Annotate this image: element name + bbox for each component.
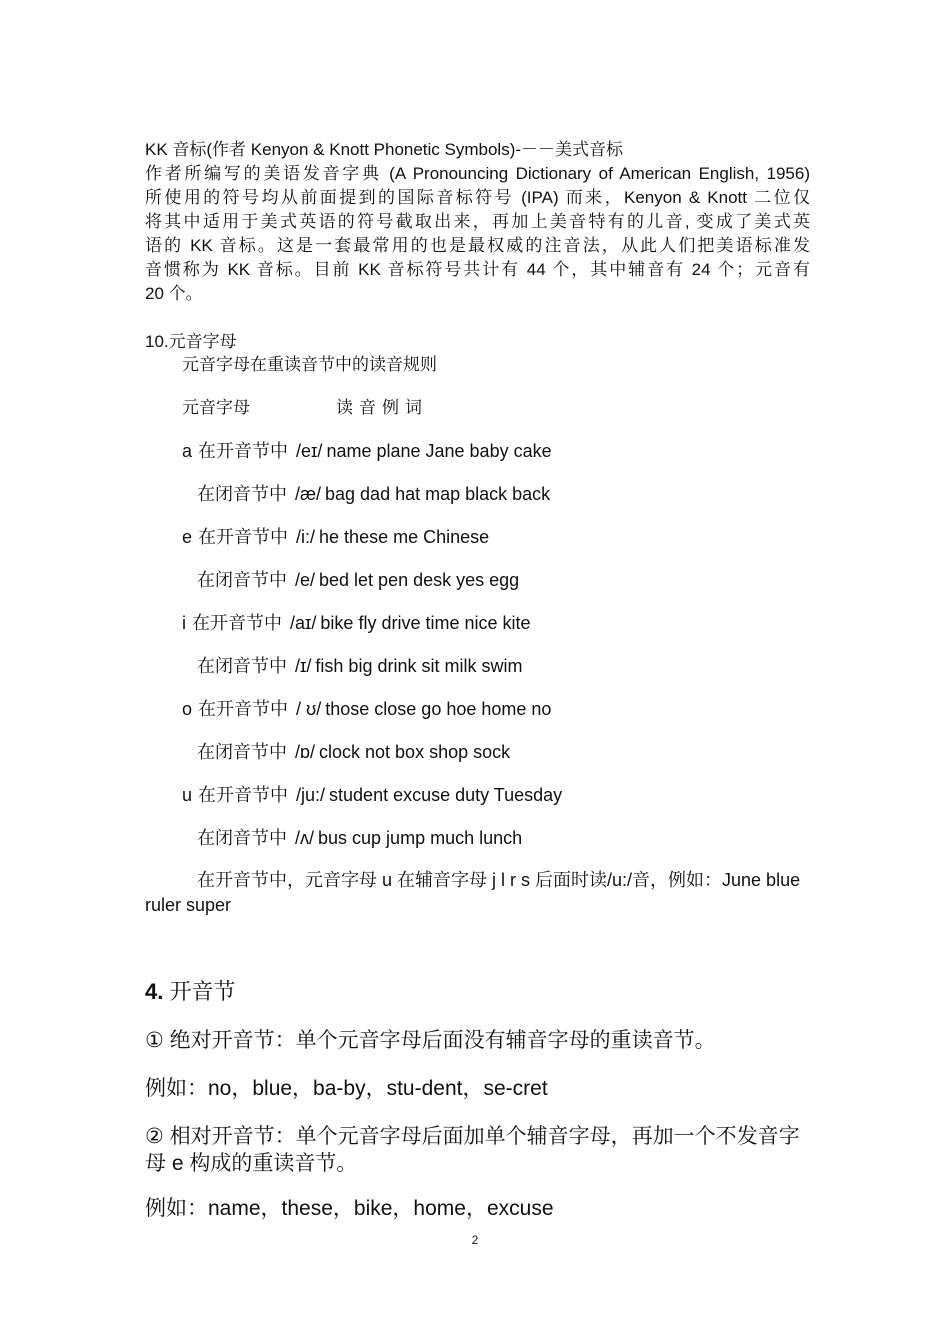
rule-row — [197, 568, 519, 592]
kk-paragraph-line: 语的 KK 音标。这是一套最常用的也是最权威的注音法，从此人们把美语标准发 — [145, 236, 810, 255]
vowel-letter: i — [182, 613, 186, 633]
ipa-symbol: /i:/ — [296, 527, 316, 547]
syllable-type: 在闭音节中 — [197, 484, 287, 504]
vowel-letter: e — [182, 527, 193, 547]
example-words: he these me Chinese — [319, 527, 490, 547]
rule-row — [182, 697, 551, 721]
ipa-symbol: /æ/ — [295, 484, 322, 504]
absolute-open-syllable-examples: 例如：no，blue，ba-by，stu-dent，se-cret — [145, 1077, 548, 1100]
example-words: those close go hoe home no — [325, 699, 552, 719]
syllable-type: 在闭音节中 — [197, 742, 287, 762]
kk-paragraph-line: 作者所编写的美语发音字典 (A Pronouncing Dictionary of American English, 1956) — [145, 164, 810, 183]
page-number: 2 — [471, 1233, 479, 1247]
ipa-symbol: /ɪ/ — [295, 656, 312, 676]
ipa-symbol: /e/ — [295, 570, 316, 590]
example-words: bike fly drive time nice kite — [320, 613, 531, 633]
rule-row — [197, 654, 522, 678]
syllable-type: 在开音节中 — [198, 785, 289, 805]
example-words: bus cup jump much lunch — [318, 828, 523, 848]
rule-row — [182, 525, 489, 549]
syllable-type: 在开音节中 — [198, 699, 289, 719]
section-10-heading: 10.元音字母 — [145, 332, 237, 351]
kk-paragraph-line: 20 个。 — [145, 284, 203, 303]
example-words: fish big drink sit milk swim — [315, 656, 523, 676]
syllable-type: 在开音节中 — [198, 527, 289, 547]
syllable-type: 在开音节中 — [192, 613, 282, 633]
kk-paragraph-line: 所使用的符号均从前面提到的国际音标符号 (IPA) 而来，Kenyon & Knott 二位仅 — [145, 188, 810, 207]
ipa-symbol: /aɪ/ — [290, 613, 317, 633]
rule-row — [182, 783, 562, 807]
relative-open-syllable-definition: ② 相对开音节：单个元音字母后面加单个辅音字母，再加一个不发音字母 e 构成的重读音节。 — [145, 1125, 800, 1175]
section-10-subtitle: 元音字母在重读音节中的读音规则 — [182, 355, 437, 374]
example-words: bed let pen desk yes egg — [319, 570, 520, 590]
section-4-title: 开音节 — [169, 979, 236, 1004]
ipa-symbol: /ɒ/ — [295, 742, 316, 762]
ipa-symbol: / ʊ/ — [296, 699, 322, 719]
column-header-letter: 元音字母 — [182, 398, 250, 417]
example-words: clock not box shop sock — [319, 742, 511, 762]
kk-paragraph-line: 将其中适用于美式英语的符号截取出来，再加上美音特有的儿音, 变成了美式英 — [145, 212, 810, 231]
example-words: student excuse duty Tuesday — [329, 785, 563, 805]
rule-row — [197, 826, 522, 850]
vowel-u-note — [145, 868, 810, 918]
ipa-symbol: /eɪ/ — [296, 441, 323, 461]
ipa-symbol: /ju:/ — [296, 785, 326, 805]
vowel-letter: a — [182, 441, 193, 461]
syllable-type: 在闭音节中 — [197, 570, 287, 590]
ipa-symbol: /ʌ/ — [295, 828, 315, 848]
rule-row — [197, 482, 550, 506]
rule-row — [182, 439, 552, 463]
syllable-type: 在开音节中 — [198, 441, 289, 461]
example-words: name plane Jane baby cake — [326, 441, 552, 461]
note-text: 在开音节中，元音字母 u 在辅音字母 j l r s 后面时读/u:/音，例如：June blue ruler super — [145, 870, 801, 915]
kk-title: KK 音标(作者 Kenyon & Knott Phonetic Symbols)-－－美式音标 — [145, 140, 624, 159]
syllable-type: 在闭音节中 — [197, 656, 287, 676]
vowel-letter: o — [182, 699, 193, 719]
kk-paragraph-line: 音惯称为 KK 音标。目前 KK 音标符号共计有 44 个，其中辅音有 24 个；元音有 — [145, 260, 810, 279]
rule-row — [197, 740, 510, 764]
syllable-type: 在闭音节中 — [197, 828, 287, 848]
vowel-letter: u — [182, 785, 193, 805]
absolute-open-syllable-definition: ① 绝对开音节：单个元音字母后面没有辅音字母的重读音节。 — [145, 1029, 716, 1052]
example-words: bag dad hat map black back — [325, 484, 551, 504]
rule-row — [182, 611, 531, 635]
column-header-examples: 读音例词 — [336, 398, 428, 417]
section-4-number: 4. — [145, 979, 164, 1004]
section-4-heading — [145, 977, 236, 1007]
relative-open-syllable-examples: 例如：name，these，bike，home，excuse — [145, 1197, 554, 1220]
